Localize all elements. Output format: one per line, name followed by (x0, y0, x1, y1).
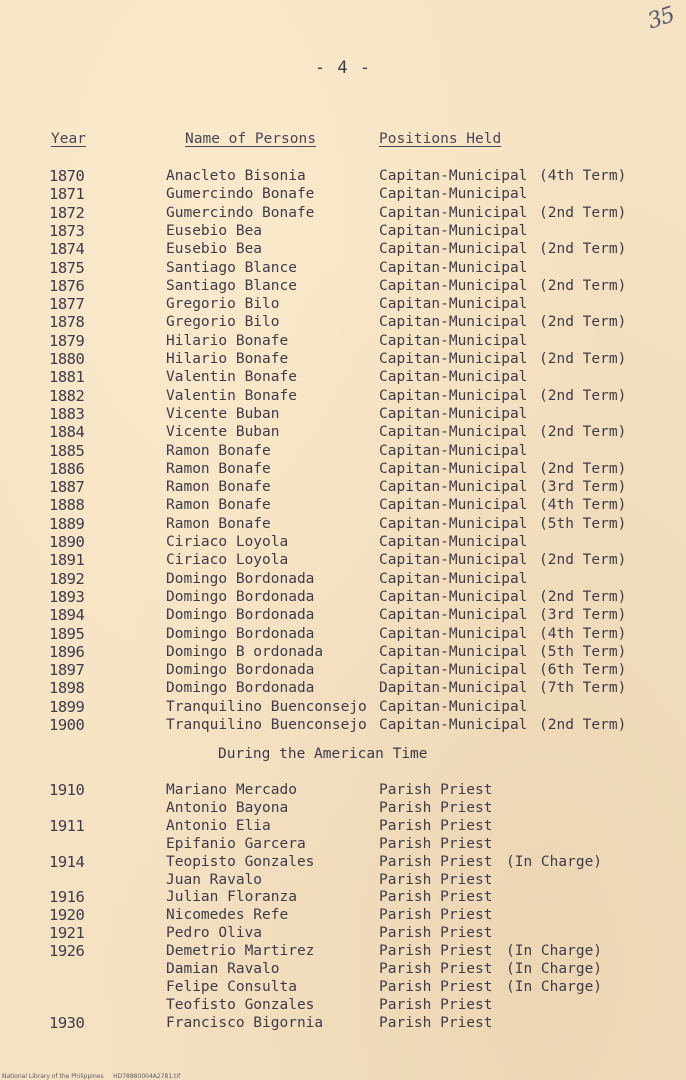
cell-name: Santiago Blance (166, 277, 297, 294)
table-row (0, 570, 686, 588)
cell-name: Domingo Bordonada (166, 588, 315, 605)
cell-position: Dapitan-Municipal (379, 680, 528, 697)
cell-name: Demetrio Martirez (166, 943, 315, 960)
cell-name: Domingo Bordonada (166, 680, 315, 697)
cell-position: Capitan-Municipal (379, 698, 528, 715)
cell-name: Gregorio Bilo (166, 296, 280, 313)
table-row (0, 496, 686, 514)
cell-name: Francisco Bigornia (166, 1014, 324, 1031)
cell-note: (In Charge) (506, 978, 603, 995)
cell-note: (2nd Term) (539, 552, 627, 569)
cell-name: Vicente Buban (166, 424, 280, 441)
table-row (0, 978, 686, 996)
cell-year: 1914 (49, 852, 85, 871)
cell-name: Ciriaco Loyola (166, 552, 289, 569)
cell-year: 1878 (49, 313, 85, 332)
cell-name: Ramon Bonafe (166, 479, 271, 496)
cell-position: Parish Priest (379, 799, 493, 816)
table-row (0, 350, 686, 368)
table-row (0, 679, 686, 697)
cell-note: (7th Term) (539, 680, 627, 697)
cell-year: 1874 (49, 240, 85, 259)
cell-note: (2nd Term) (539, 204, 627, 221)
table-row (0, 606, 686, 624)
table-row (0, 551, 686, 569)
corner-page-mark: 35 (644, 2, 678, 35)
table-row (0, 387, 686, 405)
cell-position: Capitan-Municipal (379, 259, 528, 276)
cell-position: Capitan-Municipal (379, 387, 528, 404)
table-row (0, 368, 686, 386)
table-row (0, 781, 686, 799)
table-row (0, 204, 686, 222)
cell-note: (3rd Term) (539, 479, 627, 496)
cell-name: Ramon Bonafe (166, 497, 271, 514)
cell-name: Felipe Consulta (166, 978, 297, 995)
cell-year: 1882 (49, 386, 85, 405)
cell-name: Gumercindo Bonafe (166, 186, 315, 203)
cell-year: 1920 (49, 906, 85, 925)
cell-position: Capitan-Municipal (379, 168, 528, 184)
table-row (0, 478, 686, 496)
cell-name: Antonio Elia (166, 817, 271, 834)
cell-name: Gumercindo Bonafe (166, 204, 315, 221)
cell-note: (2nd Term) (539, 387, 627, 404)
cell-note: (5th Term) (539, 643, 627, 660)
cell-name: Domingo Bordonada (166, 662, 315, 679)
table-row (0, 460, 686, 478)
cell-position: Parish Priest (379, 871, 493, 888)
table-row (0, 1014, 686, 1032)
cell-year: 1892 (49, 569, 85, 588)
cell-position: Parish Priest (379, 853, 493, 870)
cell-year: 1870 (49, 167, 85, 185)
cell-note: (2nd Term) (539, 277, 627, 294)
cell-note: (2nd Term) (539, 460, 627, 477)
cell-year: 1876 (49, 276, 85, 295)
cell-name: Juan Ravalo (166, 871, 263, 888)
cell-name: Ramon Bonafe (166, 515, 271, 532)
cell-note: (2nd Term) (539, 588, 627, 605)
cell-position: Capitan-Municipal (379, 332, 528, 349)
cell-position: Capitan-Municipal (379, 588, 528, 605)
cell-position: Capitan-Municipal (379, 351, 528, 367)
table-row (0, 533, 686, 551)
table-row (0, 996, 686, 1014)
cell-year: 1899 (49, 697, 85, 716)
cell-name: Ramon Bonafe (166, 460, 271, 477)
cell-year: 1911 (49, 816, 85, 835)
cell-year: 1894 (49, 606, 85, 625)
table-row (0, 625, 686, 643)
cell-year: 1877 (49, 295, 85, 314)
cell-position: Capitan-Municipal (379, 222, 528, 239)
cell-position: Capitan-Municipal (379, 186, 528, 203)
table-row (0, 277, 686, 295)
page-number: - 4 - (314, 58, 372, 78)
cell-year: 1886 (49, 459, 85, 478)
cell-year: 1887 (49, 478, 85, 497)
table-row (0, 240, 686, 258)
cell-position: Capitan-Municipal (379, 479, 528, 496)
table-row (0, 924, 686, 942)
cell-note: (4th Term) (539, 625, 627, 642)
cell-note: (In Charge) (506, 853, 603, 870)
table-row (0, 332, 686, 350)
cell-note: (2nd Term) (539, 314, 627, 331)
table-row (0, 259, 686, 277)
table-row (0, 888, 686, 906)
cell-note: (2nd Term) (539, 241, 627, 258)
cell-note: (2nd Term) (539, 351, 627, 367)
cell-note: (4th Term) (539, 168, 627, 184)
cell-year: 1893 (49, 587, 85, 606)
cell-position: Parish Priest (379, 817, 493, 834)
table-row (0, 960, 686, 978)
cell-position: Capitan-Municipal (379, 662, 528, 679)
table-row (0, 442, 686, 460)
cell-name: Santiago Blance (166, 259, 297, 276)
cell-note: (5th Term) (539, 515, 627, 532)
cell-name: Damian Ravalo (166, 961, 280, 977)
cell-position: Parish Priest (379, 978, 493, 995)
table-row (0, 853, 686, 871)
cell-year: 1881 (49, 368, 85, 387)
cell-name: Valentin Bonafe (166, 369, 297, 386)
cell-year: 1896 (49, 642, 85, 661)
cell-name: Domingo Bordonada (166, 607, 315, 624)
table-row (0, 515, 686, 533)
cell-name: Teofisto Gonzales (166, 996, 315, 1013)
cell-year: 1900 (49, 716, 85, 734)
cell-year: 1921 (49, 924, 85, 943)
cell-position: Capitan-Municipal (379, 204, 528, 221)
cell-position: Parish Priest (379, 996, 493, 1013)
cell-name: Eusebio Bea (166, 222, 263, 239)
cell-year: 1910 (49, 781, 85, 799)
cell-name: Hilario Bonafe (166, 332, 289, 349)
table-row (0, 295, 686, 313)
cell-name: Valentin Bonafe (166, 387, 297, 404)
table-row (0, 185, 686, 203)
cell-year: 1883 (49, 404, 85, 423)
cell-position: Capitan-Municipal (379, 296, 528, 313)
cell-name: Vicente Buban (166, 405, 280, 422)
cell-note: (In Charge) (506, 961, 603, 977)
cell-position: Parish Priest (379, 961, 493, 977)
cell-year: 1879 (49, 331, 85, 350)
cell-note: (3rd Term) (539, 607, 627, 624)
table-row (0, 643, 686, 661)
cell-position: Capitan-Municipal (379, 241, 528, 258)
cell-note: (In Charge) (506, 943, 603, 960)
cell-name: Tranquilino Buenconsejo (166, 717, 367, 733)
cell-position: Capitan-Municipal (379, 405, 528, 422)
cell-position: Capitan-Municipal (379, 424, 528, 441)
cell-name: Ramon Bonafe (166, 442, 271, 459)
cell-year: 1898 (49, 679, 85, 698)
cell-year: 1880 (49, 350, 85, 368)
column-header-position: Positions Held (379, 131, 502, 147)
cell-year: 1871 (49, 185, 85, 204)
table-row (0, 817, 686, 835)
cell-position: Parish Priest (379, 1014, 493, 1031)
cell-name: Gregorio Bilo (166, 314, 280, 331)
cell-position: Capitan-Municipal (379, 515, 528, 532)
cell-name: Domingo B ordonada (166, 643, 324, 660)
cell-note: (2nd Term) (539, 717, 627, 733)
table-row (0, 871, 686, 889)
cell-year: 1873 (49, 221, 85, 240)
cell-note: (4th Term) (539, 497, 627, 514)
table-row (0, 698, 686, 716)
cell-name: Ciriaco Loyola (166, 534, 289, 550)
cell-year: 1916 (49, 888, 85, 907)
cell-position: Capitan-Municipal (379, 717, 528, 733)
cell-name: Julian Floranza (166, 889, 297, 906)
cell-position: Parish Priest (379, 835, 493, 852)
cell-position: Parish Priest (379, 782, 493, 798)
cell-position: Capitan-Municipal (379, 534, 528, 550)
cell-position: Capitan-Municipal (379, 460, 528, 477)
cell-year: 1888 (49, 496, 85, 515)
cell-name: Anacleto Bisonia (166, 168, 306, 184)
table-row (0, 588, 686, 606)
cell-position: Parish Priest (379, 889, 493, 906)
cell-position: Capitan-Municipal (379, 643, 528, 660)
cell-name: Eusebio Bea (166, 241, 263, 258)
cell-position: Parish Priest (379, 943, 493, 960)
cell-name: Tranquilino Buenconsejo (166, 698, 367, 715)
cell-name: Antonio Bayona (166, 799, 289, 816)
archive-footer: National Library of the Philippines HD78880004A2781.tif (2, 1073, 181, 1080)
cell-position: Capitan-Municipal (379, 552, 528, 569)
column-header-year: Year (51, 131, 86, 147)
cell-position: Capitan-Municipal (379, 497, 528, 514)
cell-name: Nicomedes Refe (166, 907, 289, 924)
table-row (0, 167, 686, 185)
cell-position: Parish Priest (379, 925, 493, 942)
table-row (0, 423, 686, 441)
cell-year: 1890 (49, 533, 85, 551)
table-row (0, 799, 686, 817)
cell-year: 1926 (49, 942, 85, 961)
cell-position: Capitan-Municipal (379, 277, 528, 294)
cell-position: Capitan-Municipal (379, 570, 528, 587)
cell-name: Epifanio Garcera (166, 835, 306, 852)
cell-year: 1885 (49, 441, 85, 460)
cell-year: 1872 (49, 203, 85, 222)
cell-year: 1930 (49, 1013, 85, 1032)
cell-position: Capitan-Municipal (379, 442, 528, 459)
table-row (0, 942, 686, 960)
cell-year: 1895 (49, 624, 85, 643)
cell-name: Domingo Bordonada (166, 570, 315, 587)
section-title-american-time: During the American Time (218, 746, 428, 762)
cell-position: Capitan-Municipal (379, 625, 528, 642)
table-row (0, 405, 686, 423)
table-row (0, 835, 686, 853)
cell-year: 1891 (49, 551, 85, 570)
cell-name: Teopisto Gonzales (166, 853, 315, 870)
cell-position: Capitan-Municipal (379, 607, 528, 624)
cell-year: 1897 (49, 661, 85, 680)
table-row (0, 716, 686, 734)
cell-note: (2nd Term) (539, 424, 627, 441)
cell-name: Mariano Mercado (166, 782, 297, 798)
column-header-name: Name of Persons (185, 131, 316, 147)
table-row (0, 313, 686, 331)
cell-year: 1889 (49, 514, 85, 533)
table-row (0, 906, 686, 924)
cell-position: Capitan-Municipal (379, 369, 528, 386)
table-row (0, 661, 686, 679)
cell-year: 1884 (49, 423, 85, 442)
table-row (0, 222, 686, 240)
cell-name: Hilario Bonafe (166, 351, 289, 367)
cell-note: (6th Term) (539, 662, 627, 679)
cell-name: Pedro Oliva (166, 925, 263, 942)
cell-name: Domingo Bordonada (166, 625, 315, 642)
cell-position: Parish Priest (379, 907, 493, 924)
cell-year: 1875 (49, 258, 85, 277)
cell-position: Capitan-Municipal (379, 314, 528, 331)
